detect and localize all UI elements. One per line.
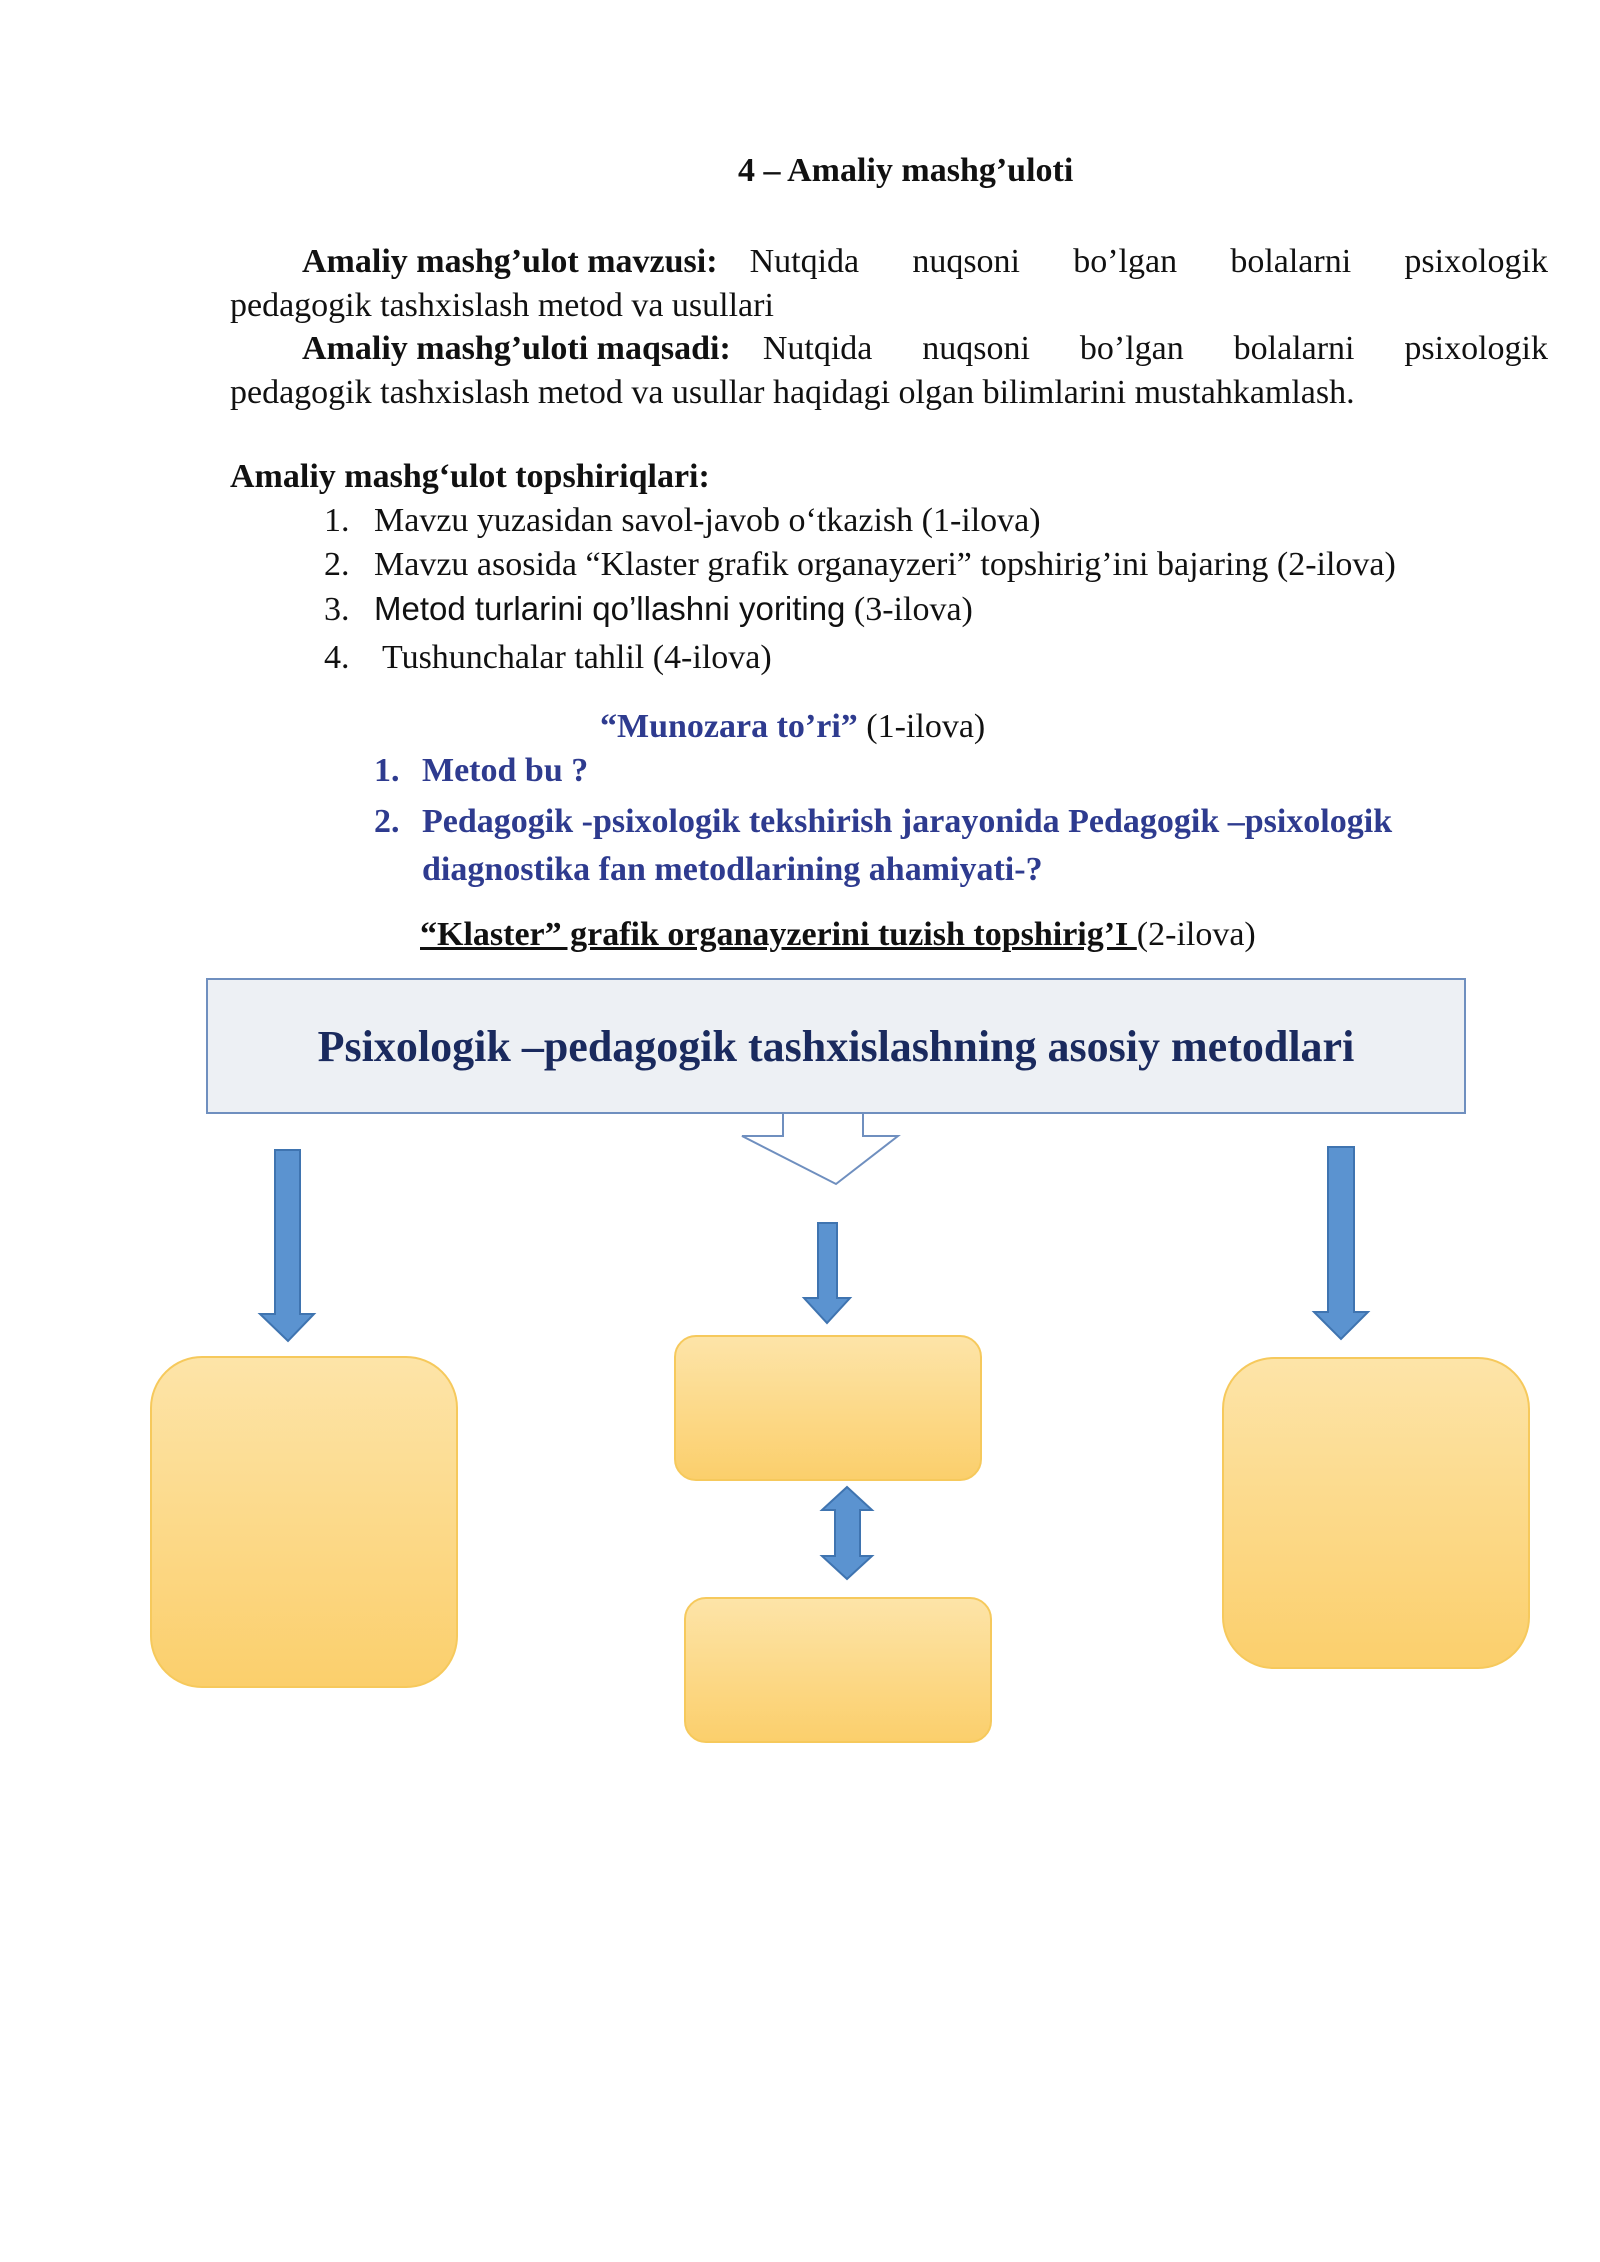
task-text: Mavzu yuzasidan savol-javob o‘tkazish (1-ilova): [374, 502, 1041, 539]
task-text: Tushunchalar tahlil (4-ilova): [382, 639, 772, 676]
task-number: 3.: [324, 591, 350, 628]
goal-word: bolalarni: [1233, 330, 1355, 367]
goal-word: Nutqida: [762, 330, 873, 367]
goal-word: nuqsoni: [922, 330, 1030, 367]
goal-line-2: pedagogik tashxislash metod va usullar haqidagi olgan bilimlarini mustahkamlash.: [230, 374, 1355, 411]
topic-word: Nutqida: [749, 243, 860, 280]
goal-word: bo’lgan: [1079, 330, 1184, 367]
goal-word: psixologik: [1404, 330, 1548, 367]
topic-line-2: pedagogik tashxislash metod va usullari: [230, 287, 774, 324]
klaster-ref: (2-ilova): [1136, 916, 1256, 953]
task-number: 1.: [324, 502, 350, 539]
task-number: 4.: [324, 639, 350, 676]
task-text: Mavzu asosida “Klaster grafik organayzeri” topshirig’ini bajaring (2-ilova): [374, 546, 1396, 583]
topic-word: bo’lgan: [1073, 243, 1178, 280]
page-title: 4 – Amaliy mashg’uloti: [738, 152, 1074, 189]
diagram-header-box: [206, 978, 1466, 1114]
question-text-line-2: diagnostika fan metodlarining ahamiyati-?: [422, 851, 1043, 888]
topic-word: bolalarni: [1230, 243, 1352, 280]
question-text: Metod bu ?: [422, 752, 589, 789]
topic-word: nuqsoni: [912, 243, 1021, 280]
diagram-header-text: Psixologik –pedagogik tashxislashning asosiy metodlari: [317, 1021, 1355, 1071]
right-down-arrow-icon: [1314, 1147, 1368, 1339]
left-down-arrow-icon: [260, 1150, 314, 1341]
munozara-title: “Munozara to’ri”: [600, 708, 858, 745]
header-down-arrow-icon: [742, 1112, 898, 1184]
task-text: (3-ilova): [845, 591, 973, 628]
middle-down-arrow-icon: [804, 1223, 850, 1323]
cluster-node-right[interactable]: [1222, 1357, 1530, 1669]
munozara-ref: (1-ilova): [857, 708, 986, 745]
cluster-node-middle-top[interactable]: [674, 1335, 982, 1481]
question-number: 1.: [374, 752, 400, 789]
cluster-node-middle-bottom[interactable]: [684, 1597, 992, 1743]
topic-label: Amaliy mashg’ulot mavzusi:: [302, 243, 718, 280]
goal-label: Amaliy mashg’uloti maqsadi:: [302, 330, 731, 367]
tasks-heading: Amaliy mashg‘ulot topshiriqlari:: [230, 458, 710, 495]
klaster-title: “Klaster” grafik organayzerini tuzish topshirig’I: [420, 916, 1137, 953]
question-number: 2.: [374, 803, 400, 840]
double-arrow-icon: [822, 1487, 872, 1579]
task-number: 2.: [324, 546, 350, 583]
task-text-sans: Metod turlarini qo’llashni yoriting: [374, 590, 846, 627]
topic-word: psixologik: [1404, 243, 1548, 280]
question-text-line-1: Pedagogik -psixologik tekshirish jarayonida Pedagogik –psixologik: [422, 803, 1393, 840]
cluster-node-left[interactable]: [150, 1356, 458, 1688]
